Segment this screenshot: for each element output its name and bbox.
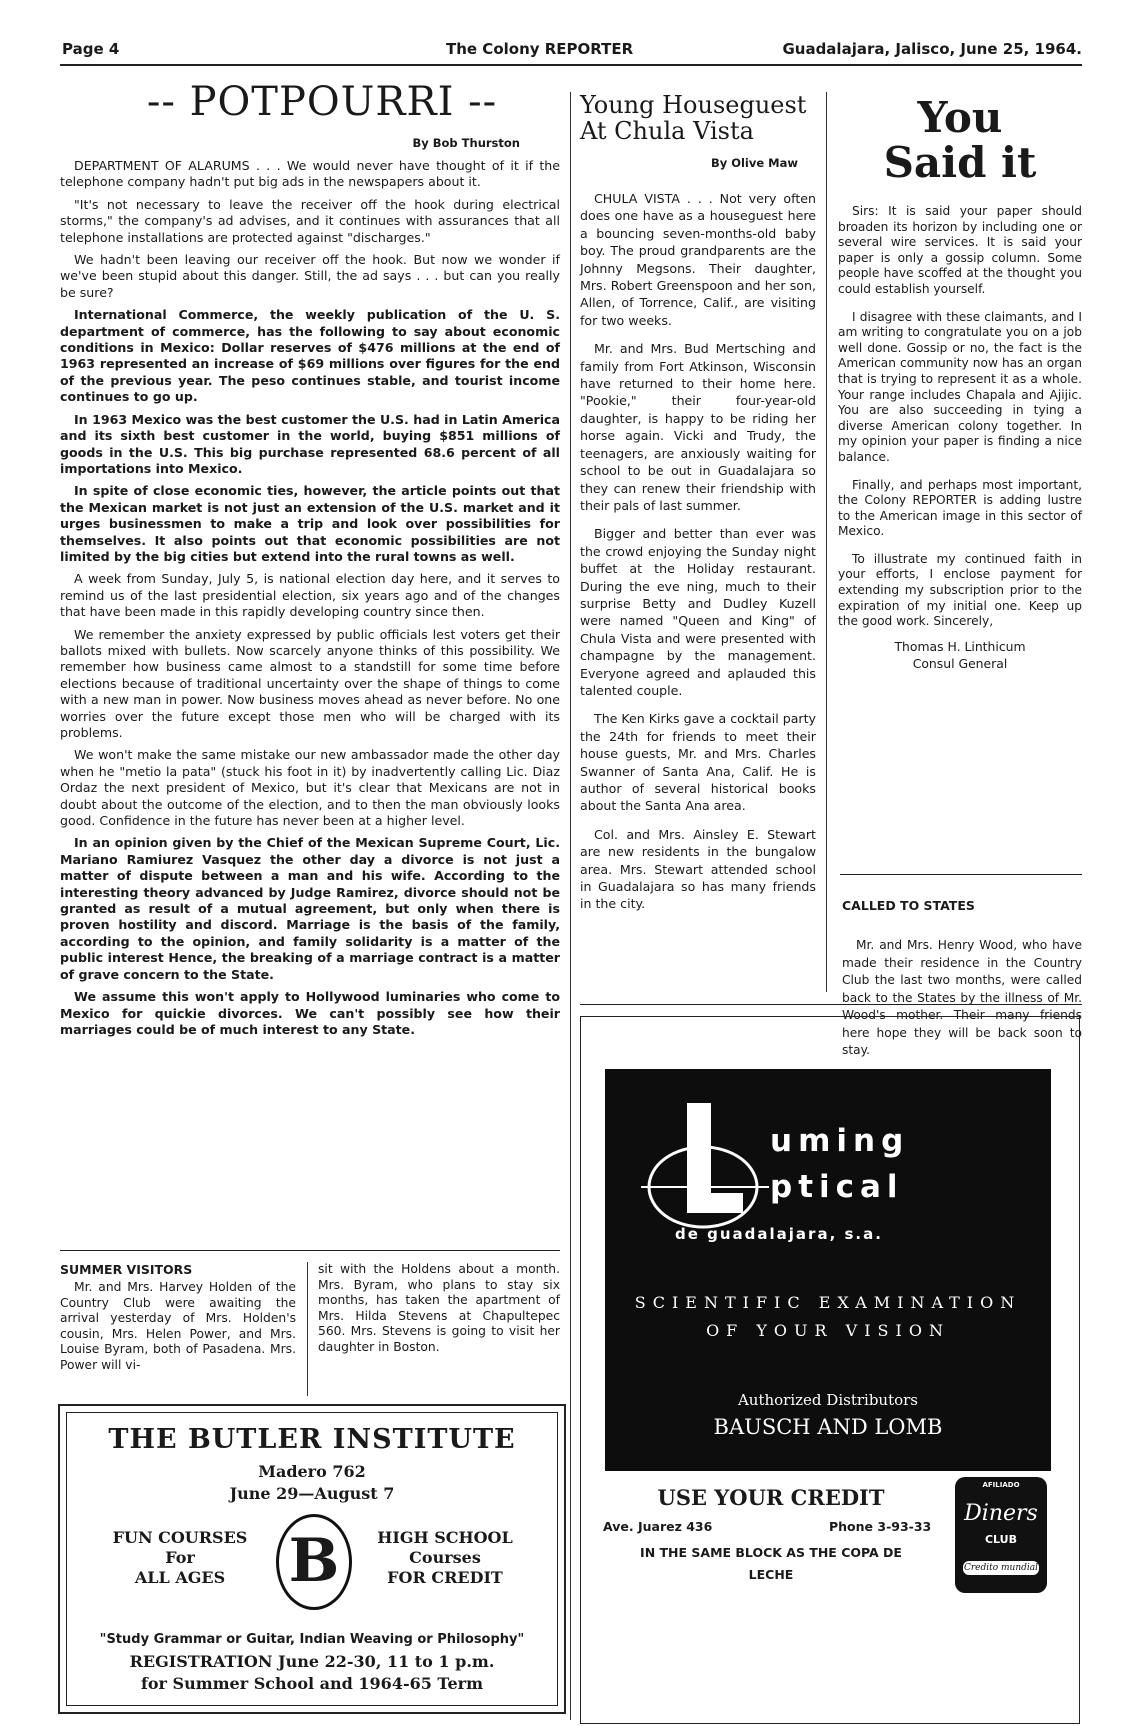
potpourri-paragraph: We assume this won't apply to Hollywood luminaries who come to Mexico for quickie divorces. We can't possibly see how their marriages could be of much interest to any State.	[60, 989, 560, 1037]
butler-fun-courses	[100, 1528, 260, 1588]
optical-brand-line3: de guadalajara, s.a.	[675, 1225, 883, 1243]
summer-visitors-heading: SUMMER VISITORS	[60, 1262, 193, 1277]
potpourri-paragraph: We won't make the same mistake our new ambassador made the other day when he "metio la pata" (stuck his foot in it) by inadvertently calling Lic. Diaz Ordaz the next president of Mexico, but it's clear that Mexicans are not in doubt about the outcome of the election, and to then the man obviously looks good. Confidence in the future has never been at a higher level.	[60, 747, 560, 829]
dateline: Guadalajara, Jalisco, June 25, 1964.	[782, 40, 1082, 58]
potpourri-end-rule	[60, 1250, 560, 1251]
summer-visitors-right	[318, 1262, 560, 1362]
butler-right-line: Courses	[409, 1548, 481, 1567]
potpourri-paragraph: We remember the anxiety expressed by public officials lest voters get their ballots mixed with bullets. Now scarcely anyone thinks of this possibility. We remember how business came almost to a standstill for some time before elections because of traditional uncertainty over the shape of things to come with a new man in power. Now business moves ahead as never before. No one worries over the future except those men who will be charged with its problems.	[60, 626, 560, 740]
summer-visitors-continued: sit with the Holdens about a month. Mrs. Byram, who plans to stay six months, has taken the apartment of Mrs. Hilda Stevens at Chapultepec 560. Mrs. Stevens is going to visit her daughter in Boston.	[318, 1262, 560, 1354]
houseguest-paragraph: CHULA VISTA . . . Not very often does one have as a houseguest here a bouncing seven-months-old baby boy. The proud grandparents are the Johnny Megsons. Their daughter, Mrs. Robert Greenspoon and her son, Allen, of Torrence, Calif., are visiting for two weeks.	[580, 191, 816, 328]
letters-end-rule	[840, 874, 1082, 875]
potpourri-paragraph: We hadn't been leaving our receiver off the hook. But now we wonder if we've been stupid about this danger. Still, the ad says . . . but can you really be sure?	[60, 252, 560, 300]
optical-address: Ave. Juarez 436	[603, 1519, 713, 1534]
called-to-states-heading: CALLED TO STATES	[842, 898, 975, 913]
butler-left-line: ALL AGES	[134, 1568, 226, 1587]
diners-club-badge	[955, 1477, 1047, 1593]
potpourri-byline: By Bob Thurston	[412, 136, 520, 150]
butler-left-line: FUN COURSES	[112, 1528, 248, 1547]
butler-registration: REGISTRATION June 22-30, 11 to 1 p.m.	[129, 1652, 495, 1671]
potpourri-paragraph: In spite of close economic ties, however, the article points out that the Mexican market is not just an extension of the U.S. market and it urges businessmen to make a trip and look over possibilities for themselves. It also points out that economic possibilities are not limited by the big cities but extend into the rural towns as well.	[60, 483, 560, 564]
butler-right-line: HIGH SCHOOL	[377, 1528, 513, 1547]
butler-left-line: For	[165, 1548, 195, 1567]
optical-lens-icon	[641, 1095, 771, 1245]
you-said-it-title-line1: You	[917, 93, 1003, 142]
column-divider-left	[570, 92, 571, 1720]
section-rule	[580, 1004, 1082, 1005]
called-to-states-text: Mr. and Mrs. Henry Wood, who have made their residence in the Country Club the last two months, were called back to the States by the illness of Mr. Wood's mother. Their many friends here hope they will be back soon to stay.	[842, 938, 1082, 1057]
letter-signature-name: Thomas H. Linthicum	[894, 638, 1026, 654]
houseguest-title-line1: Young Houseguest	[580, 91, 807, 119]
letter-paragraph: Sirs: It is said your paper should broaden its horizon by including one or several wire services. It is said your paper is only a gossip column. Some people have scoffed at the thought you could establish yourself.	[838, 204, 1082, 296]
butler-dates: June 29—August 7	[229, 1484, 395, 1503]
optical-black-panel	[605, 1069, 1051, 1471]
optical-scientific-line2: OF YOUR VISION	[706, 1321, 950, 1340]
potpourri-paragraph: International Commerce, the weekly publication of the U. S. department of commerce, has the following to say about economic conditions in Mexico: Dollar reserves of $476 millions at the end of 1963 represented an increase of $69 millions over figures for the end of the previous year. The peso continues stable, and tourist income continues to go up.	[60, 307, 560, 405]
summer-visitors-text: Mr. and Mrs. Harvey Holden of the Country Club were awaiting the arrival yesterday of Mrs. Holden's cousin, Mrs. Helen Power, and Mrs. Louise Byram, both of Pasadena. Mrs. Power will vi-	[60, 1280, 296, 1372]
diners-credito-mundial: Credito mundial	[963, 1563, 1039, 1573]
letter-paragraph: Finally, and perhaps most important, the Colony REPORTER is adding lustre to the American image in this sector of Mexico.	[838, 477, 1082, 539]
optical-brand-line1: uming	[770, 1123, 910, 1159]
summer-visitors-left	[60, 1262, 296, 1380]
butler-high-school	[360, 1528, 530, 1588]
houseguest-paragraph: Bigger and better than ever was the crowd enjoying the Sunday night buffet at the Holiday restaurant. During the eve ning, much to their surprise Betty and Dudley Kuzell were named "Queen and King" of Chula Vista and were presented with champagne by the management. Everyone agreed and aplauded this talented couple.	[580, 526, 816, 698]
letter-paragraph: I disagree with these claimants, and I am writing to congratulate you on a job well done. Gossip or no, the fact is the American community now has an organ that is trying to represent it as a whole. Your range includes Chapala and Ajijic. You are also succeeding in tying a diverse American colony together. In my opinion your paper is finding a nice balance.	[838, 309, 1082, 464]
potpourri-paragraph: In 1963 Mexico was the best customer the U.S. had in Latin America and its sixth best customer in the world, buying $851 millions of goods in the U.S. This big purchase represented 68.6 percent of all importations into Mexico.	[60, 411, 560, 476]
butler-study-line: "Study Grammar or Guitar, Indian Weaving or Philosophy"	[99, 1632, 525, 1647]
optical-use-your-credit: USE YOUR CREDIT	[657, 1485, 885, 1510]
header-rule	[60, 64, 1082, 66]
summer-visitors-divider	[307, 1262, 308, 1396]
optical-scientific-line1: SCIENTIFIC EXAMINATION	[634, 1293, 1022, 1312]
butler-title: THE BUTLER INSTITUTE	[108, 1424, 516, 1455]
butler-institute-ad	[58, 1404, 566, 1714]
luming-optical-ad	[580, 1016, 1080, 1724]
column-divider-right	[826, 92, 827, 992]
optical-block-line1: IN THE SAME BLOCK AS THE COPA DE	[640, 1545, 902, 1560]
paper-name: The Colony REPORTER	[446, 40, 634, 58]
potpourri-paragraph: "It's not necessary to leave the receiver off the hook during electrical storms," the company's ad advises, and it continues with assurances that all telephone installations are protected against "discharges."	[60, 196, 560, 245]
letter-paragraph: To illustrate my continued faith in your efforts, I enclose payment for extending my subscription prior to the expiration of my initial one. Keep up the good work. Sincerely,	[838, 551, 1082, 629]
houseguest-paragraph: Col. and Mrs. Ainsley E. Stewart are new residents in the bungalow area. Mrs. Stewart attended school in Guadalajara so has many friends in the city.	[580, 826, 816, 912]
houseguest-paragraph: The Ken Kirks gave a cocktail party the 24th for friends to meet their house guests, Mr. and Mrs. Charles Swanner of Santa Ana, Calif. He is author of several historical books about the Santa Ana area.	[580, 711, 817, 814]
potpourri-paragraph: DEPARTMENT OF ALARUMS . . . We would never have thought of it if the telephone company hadn't put big ads in the newspapers about it.	[60, 158, 560, 190]
diners-club: CLUB	[984, 1533, 1017, 1546]
optical-bausch-lomb: BAUSCH AND LOMB	[713, 1415, 943, 1439]
diners-affiliate: AFILIADO	[982, 1481, 1020, 1489]
butler-logo-letter: B	[288, 1526, 340, 1596]
page-number: Page 4	[62, 40, 120, 58]
diners-name: Diners	[964, 1501, 1038, 1526]
potpourri-paragraph: In an opinion given by the Chief of the Mexican Supreme Court, Lic. Mariano Ramiurez Vasquez the other day a divorce is not just a matter of dispute between a man and his wife. According to the interesting theory advanced by Judge Ramirez, divorce should not be granted as result of a mutual agreement, but only when there is proven hostility and discord. Marriage is the basis of the family, according to the opinion, and family solidarity is a matter of the public interest Hence, the breaking of a marriage contract is a matter of grave concern to the State.	[60, 835, 560, 982]
houseguest-byline: By Olive Maw	[710, 156, 798, 170]
butler-term: for Summer School and 1964-65 Term	[140, 1674, 484, 1693]
potpourri-paragraph: A week from Sunday, July 5, is national election day here, and it serves to remind us of the last presidential election, six years ago and of the changes that have been made in this rapidly developing country since then.	[60, 571, 560, 620]
optical-phone: Phone 3-93-33	[829, 1519, 932, 1534]
butler-right-line: FOR CREDIT	[387, 1568, 503, 1587]
you-said-it-column	[838, 93, 1082, 672]
you-said-it-title-line2: Said it	[883, 138, 1037, 187]
optical-authorized: Authorized Distributors	[737, 1391, 919, 1409]
optical-brand-line2: ptical	[770, 1169, 904, 1205]
houseguest-article	[580, 92, 816, 924]
letter-signature-title: Consul General	[912, 655, 1008, 671]
potpourri-title: -- POTPOURRI --	[146, 79, 498, 125]
houseguest-paragraph: Mr. and Mrs. Bud Mertsching and family from Fort Atkinson, Wisconsin have returned to their home here. "Pookie," their four-year-old daughter, is happy to be riding her horse again. Vicki and Trudy, the teenagers, are anxiously waiting for school to be out in Guadalajara so they can renew their friendship with their pals of last summer.	[580, 341, 816, 513]
houseguest-title-line2: At Chula Vista	[580, 117, 754, 145]
butler-logo	[276, 1514, 352, 1610]
optical-block-line2: LECHE	[748, 1567, 794, 1582]
butler-address: Madero 762	[258, 1462, 366, 1481]
potpourri-article	[60, 76, 560, 1044]
